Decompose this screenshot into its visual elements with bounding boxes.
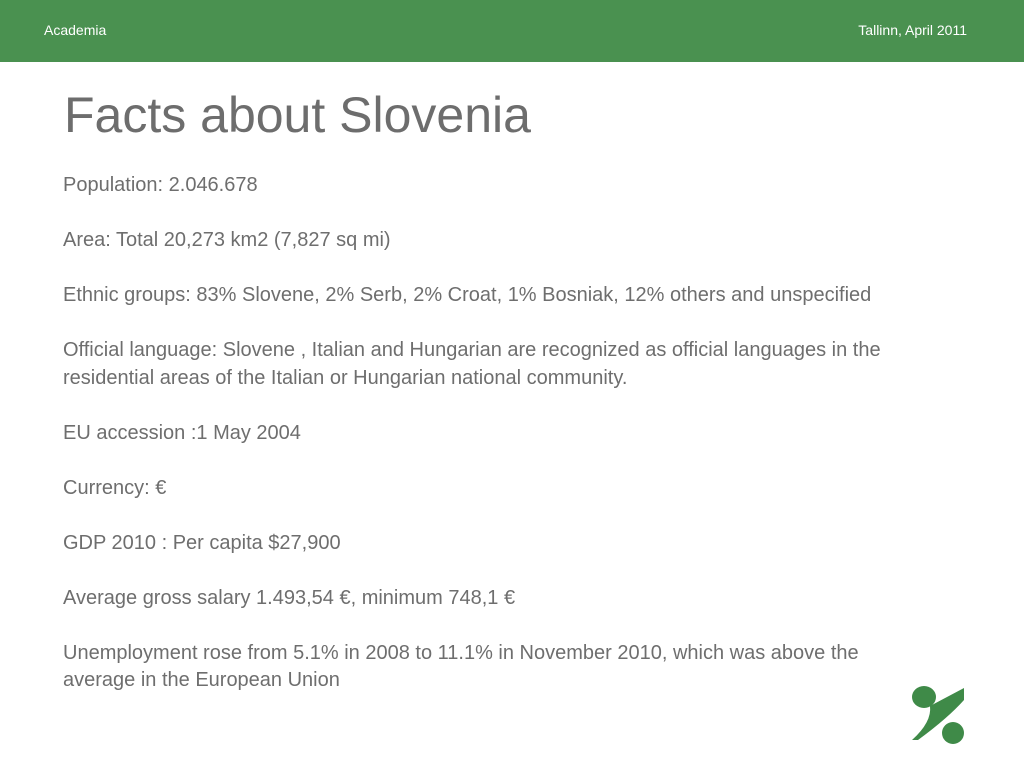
- fact-official-language: Official language: Slovene , Italian and Hungarian are recognized as official languages in the residential areas of the Italian or Hungarian national community.: [63, 339, 881, 389]
- fact-ethnic-groups: Ethnic groups: 83% Slovene, 2% Serb, 2% Croat, 1% Bosniak, 12% others and unspecified: [63, 284, 872, 306]
- header-organization: Academia: [44, 22, 107, 38]
- fact-salary: Average gross salary 1.493,54 €, minimum 748,1 €: [63, 586, 516, 609]
- facts-list: [63, 172, 893, 722]
- header-place-date: Tallinn, April 2011: [858, 22, 967, 38]
- fact-eu-accession: EU accession :1 May 2004: [63, 421, 301, 444]
- page-title: Facts about Slovenia: [64, 87, 531, 143]
- green-dots-logo-icon: [908, 682, 968, 746]
- fact-unemployment: Unemployment rose from 5.1% in 2008 to 11.1% in November 2010, which was above the average in the European Union: [63, 641, 859, 691]
- header-bar: [0, 0, 1024, 62]
- fact-gdp: GDP 2010 : Per capita $27,900: [63, 531, 341, 554]
- fact-population: Population: 2.046.678: [63, 174, 258, 196]
- fact-area: Area: Total 20,273 km2 (7,827 sq mi): [63, 229, 391, 251]
- fact-currency: Currency: €: [63, 476, 167, 499]
